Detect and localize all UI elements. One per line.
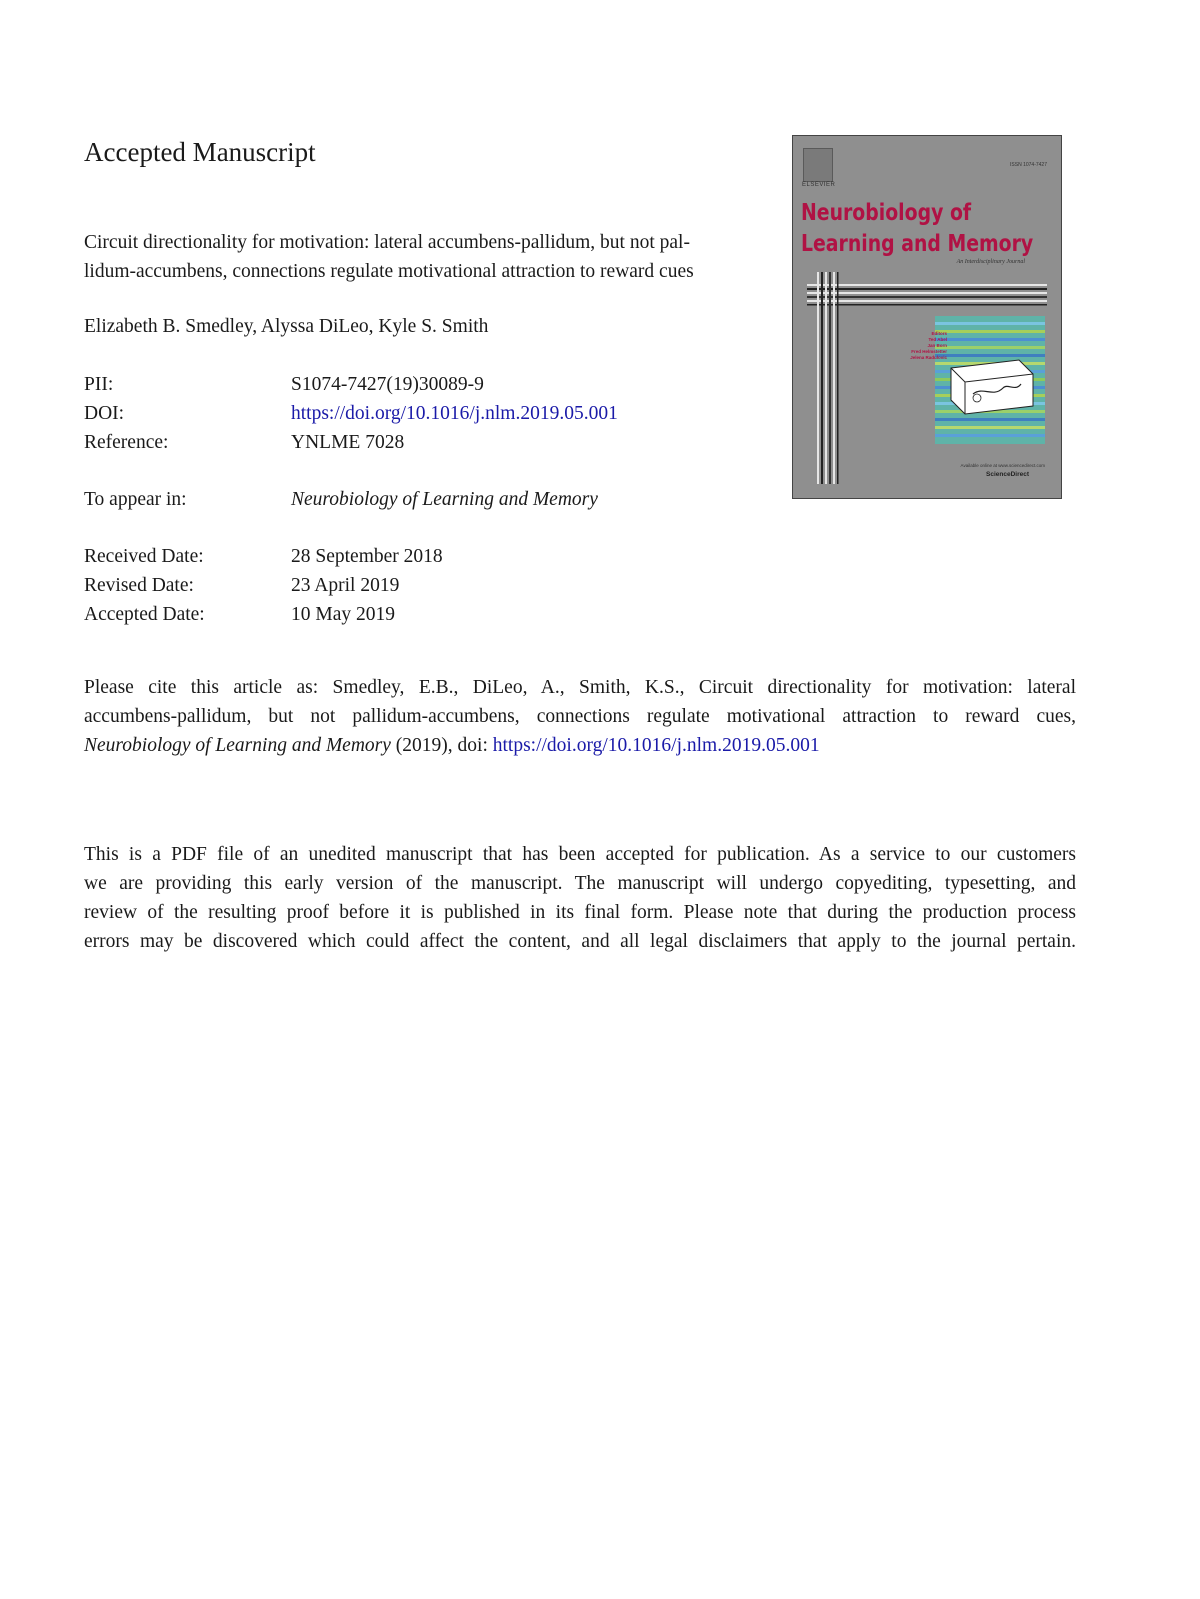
citation-paragraph [84,673,1076,760]
citation-journal: Neurobiology of Learning and Memory [84,735,391,756]
cover-artwork [793,136,1062,499]
article-title-line: lidum-accumbens, connections regulate motivational attraction to reward cues [84,261,694,282]
cover-editor: Jan Born [927,343,947,348]
citation-doi-link[interactable]: https://doi.org/10.1016/j.nlm.2019.05.001 [492,735,820,756]
citation-line [84,731,1076,760]
pii-label: PII: [84,374,114,395]
cover-footer-brand: ScienceDirect [986,471,1029,478]
received-date-value: 28 September 2018 [291,546,443,567]
citation-line: accumbens-pallidum, but not pallidum-accumbens, connections regulate motivational attraction to reward cues, [84,706,1076,727]
cover-horizontal-stripes [807,284,1047,306]
cover-vertical-stripes [817,272,839,484]
cover-editor: Jelena Radulovic [910,355,947,360]
cover-editor: Fred Helmstetter [911,349,947,354]
cover-subtitle: An Interdisciplinary Journal [956,259,1025,265]
cover-journal-title [801,198,1033,260]
accepted-date-label: Accepted Date: [84,604,205,625]
cover-footer-note: Available online at www.sciencedirect.com [960,463,1045,468]
cover-editors [901,331,947,361]
journal-cover [792,135,1062,499]
pii-value: S1074-7427(19)30089-9 [291,374,484,395]
cover-issn: ISSN 1074-7427 [1010,162,1047,168]
disclaimer-line: we are providing this early version of the manuscript. The manuscript will undergo copyediting, typesetting, and [84,873,1076,894]
revised-date-value: 23 April 2019 [291,575,400,596]
page-heading: Accepted Manuscript [84,137,316,167]
reference-label: Reference: [84,432,169,453]
cover-editor: Ted Abel [928,337,947,342]
disclaimer-line: errors may be discovered which could affect the content, and all legal disclaimers that apply to the journal pertain. [84,931,1076,952]
article-title [84,228,774,286]
cover-title-line: Neurobiology of [801,200,972,226]
appear-in-label: To appear in: [84,489,187,510]
citation-line: Please cite this article as: Smedley, E.B., DiLeo, A., Smith, K.S., Circuit directionality for motivation: lateral [84,677,1076,698]
cover-publisher: ELSEVIER [802,182,836,188]
article-title-line: Circuit directionality for motivation: lateral accumbens-pallidum, but not pal- [84,232,690,253]
disclaimer-paragraph [84,840,1076,956]
citation-year-doi: (2019), doi: [390,735,493,756]
doi-label: DOI: [84,403,125,424]
cover-title-line: Learning and Memory [801,231,1034,257]
received-date-label: Received Date: [84,546,204,567]
doi-link[interactable]: https://doi.org/10.1016/j.nlm.2019.05.001 [291,403,618,424]
cover-data-panel [935,316,1045,444]
disclaimer-line: This is a PDF file of an unedited manuscript that has been accepted for publication. As a service to our customers [84,844,1076,865]
revised-date-label: Revised Date: [84,575,194,596]
cover-editors-heading: Editors [931,331,947,336]
accepted-date-value: 10 May 2019 [291,604,395,625]
disclaimer-line: review of the resulting proof before it is published in its final form. Please note that during the production process [84,902,1076,923]
elsevier-logo [803,148,833,182]
reference-value: YNLME 7028 [291,432,405,453]
journal-name: Neurobiology of Learning and Memory [291,489,598,510]
article-authors: Elizabeth B. Smedley, Alyssa DiLeo, Kyle S. Smith [84,316,489,337]
